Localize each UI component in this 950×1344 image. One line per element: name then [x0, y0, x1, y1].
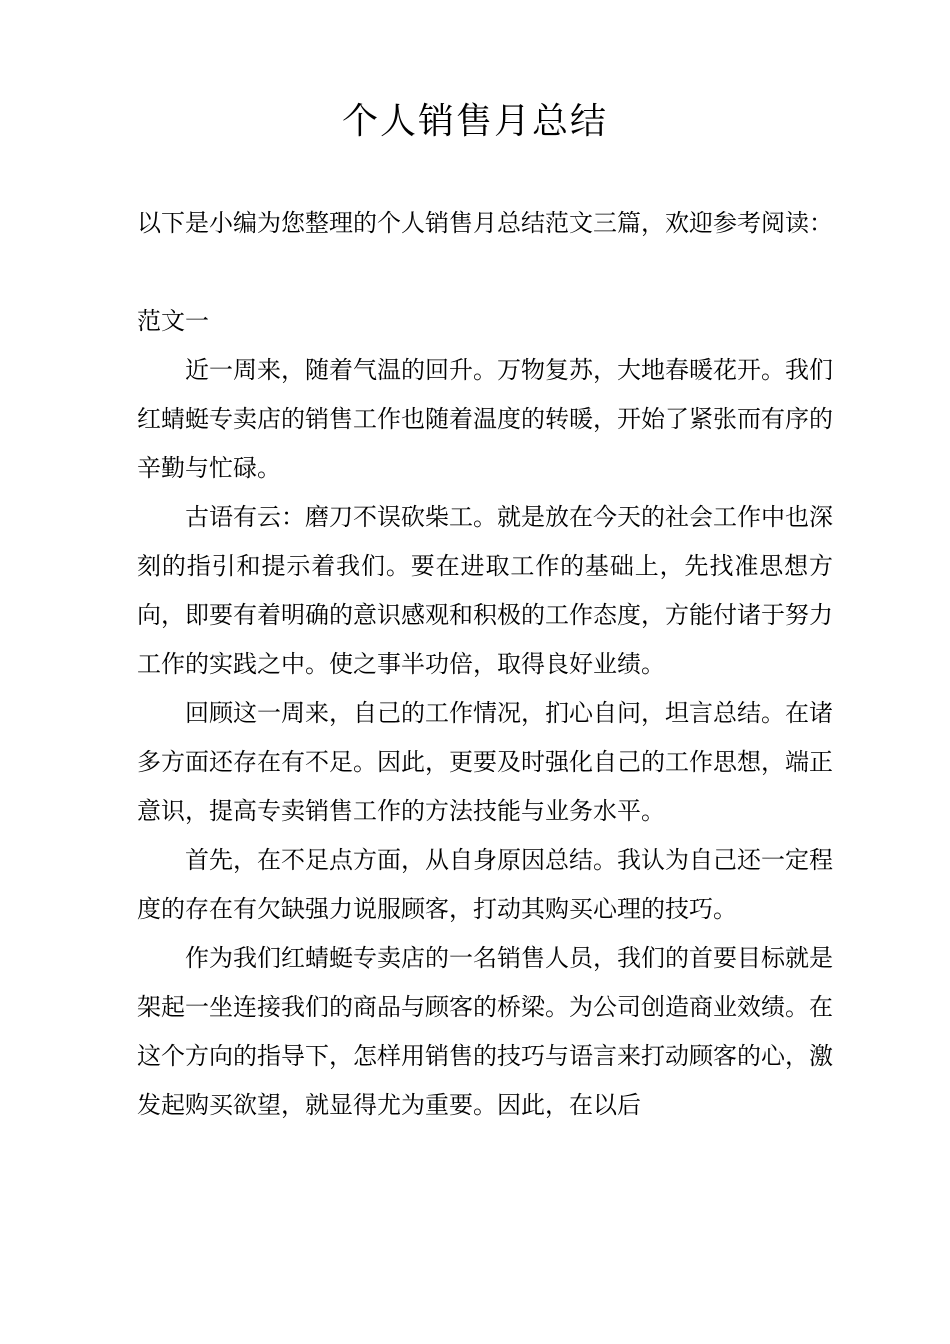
page-title: 个人销售月总结: [341, 101, 608, 142]
body-paragraph: 古语有云：磨刀不误砍柴工。就是放在今天的社会工作中也深刻的指引和提示着我们。要在进取工作的基础上，先找准思想方向，即要有着明确的意识感观和积极的工作态度，方能付诸于努力工作的实践之中。使之事半功倍，取得良好业绩。: [137, 503, 833, 678]
section-label: 范文一: [137, 307, 209, 335]
body-paragraph: 近一周来，随着气温的回升。万物复苏，大地春暖花开。我们红蜻蜓专卖店的销售工作也随着温度的转暖，开始了紧张而有序的辛勤与忙碌。: [137, 356, 833, 482]
document-body: [137, 199, 833, 1130]
intro-paragraph: 以下是小编为您整理的个人销售月总结范文三篇，欢迎参考阅读：: [137, 209, 833, 237]
body-paragraph: 回顾这一周来，自己的工作情况，扪心自问，坦言总结。在诸多方面还存在有不足。因此，更要及时强化自己的工作思想，端正意识，提高专卖销售工作的方法技能与业务水平。: [137, 699, 833, 825]
body-paragraph: 首先，在不足点方面，从自身原因总结。我认为自己还一定程度的存在有欠缺强力说服顾客，打动其购买心理的技巧。: [137, 846, 833, 923]
body-paragraph: 作为我们红蜻蜓专卖店的一名销售人员，我们的首要目标就是架起一坐连接我们的商品与顾客的桥梁。为公司创造商业效绩。在这个方向的指导下，怎样用销售的技巧与语言来打动顾客的心，激发起购买欲望，就显得尤为重要。因此，在以后: [137, 944, 833, 1119]
